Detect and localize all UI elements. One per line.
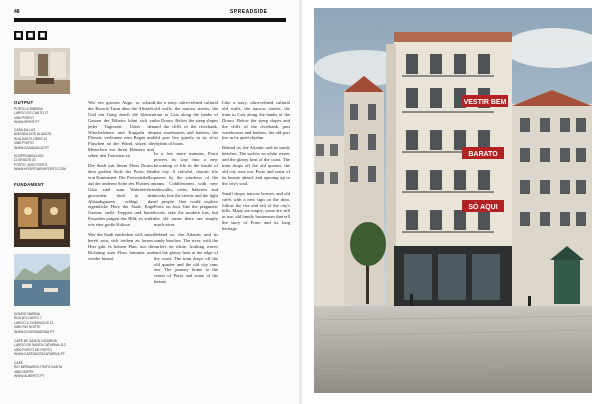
shop-sign-so-aqui: SÓ AQUI [468, 204, 498, 211]
sidebar-heading-fundament: FUNDAMENT [14, 182, 44, 187]
address-line: WWW.DOUROMARINA.PT [14, 329, 55, 334]
address-line: PORTO, 4050 PORTO [14, 162, 48, 167]
address-line: WWW.HOSPEDARIAPORTO.COM [14, 167, 66, 172]
address-line: CLÉRIGOS 23 [14, 158, 36, 163]
address-line: WWW.CASADALUZ.PT [14, 145, 49, 150]
page-number: 48 [14, 9, 20, 15]
cafe-interior-photo [14, 193, 70, 247]
shop-sign-barato: BARATO [468, 151, 498, 158]
address-line: DOURO MARINA [14, 312, 41, 316]
address-line: 4050 NORTE [14, 369, 34, 374]
harbor-photo [14, 254, 70, 306]
paragraph: Like a story, ultra-refined cultural old walls, the narrow streets, the tram to Cais along the banks of the Douro. Below the steep slopes and the cliffs of the riverbank, past warehouses and barbers, the old port lies in its quiet rhythm. [222, 100, 290, 141]
address-line: CAFÉ DE SANTA CATARINA [14, 339, 57, 343]
paragraph: Behind us, the Atlantic and its sandy beaches. The surfers on white waves and the glassy heat of the coast. The tram drops off the old quarter; the old city runs out. Porto and some of its beauty ahead, and opening up to the city's soul. [222, 145, 290, 186]
address-line: WWW.ALBERTO.PT [14, 374, 45, 379]
address-line: WWW.SPIRIT.PT [14, 120, 40, 125]
address-line: AVENIDA DOS ALIADOS [14, 132, 52, 137]
paragraph: Wer die Stadt entdecken will, muss bereit sein, sich treiben zu lassen. Hier gibt es keinen Plan, nur die Richtung zum Fluss hinunter und wieder hinauf. [88, 232, 154, 261]
shop-sign-vestir-bem: VESTIR BEM [463, 99, 507, 106]
body-column-2 [154, 100, 218, 390]
address-line: RIO BERNARDO PINTO SANTA [14, 365, 63, 370]
header-rule [14, 18, 286, 22]
paragraph: Wie ein grosses Auge, so schaut der Barock-Turm über die Altstadt. Und ein Gang durch die kleinen Gassen der Ribeira lohnt sich zu jeder Tageszeit. Unter den Wäscheleinen und Kuppeln der Fliesen, verbrannt vom Regen und Flaschen an der Wand, sitzen die Menschen vor ihren Häusern und sehen den Touristen zu. [88, 100, 154, 159]
address-line: HOSPEDARIA DOS [14, 154, 44, 158]
address-line: CAFÉ [14, 361, 23, 365]
sidebar-address-6 [14, 339, 66, 357]
sidebar-address-3 [14, 154, 66, 172]
address-line: 4050 PORTO [14, 141, 34, 146]
square-icon: ◼ [27, 32, 34, 39]
address-line: LARGO DE SANTA CATARINA 112 [14, 343, 66, 348]
hotel-interior-photo [14, 48, 70, 94]
address-line: PORTO & RIBEIRA [14, 107, 43, 111]
address-line: LARGO DO CANTO 17 [14, 111, 49, 116]
sidebar-address-5 [14, 312, 54, 334]
paragraph: Die Stadt mit ihrem Fluss Douro, dem großen Stolz der Porto, lebt von Kontrasten. Die Portweinkeller auf der anderen Seite des Flusses in Gaia sind zum Wahrzeichen geworden, doch in den Altstadtgassen schlägt das eigentliche Herz der Stadt. Enge Gassen, steile Treppen und bunte Fassaden prägen das Bild, es wirkt wie eine große Kulisse. [88, 163, 154, 228]
sidebar-address-7 [14, 361, 62, 379]
address-line: 4000-PORTO DE PORTO [14, 347, 53, 352]
sidebar-address-2 [14, 128, 51, 150]
body-column-1 [88, 100, 154, 390]
icon-row [14, 31, 47, 40]
sidebar-heading-output: OUTPUT [14, 100, 34, 105]
paragraph: Small shops, narrow houses, and old cafés with a new sign on the door, follow the rise and fall of the city's hills. Many are empty, some are still in use, old family businesses that tell the story of Porto and its long heritage. [222, 190, 290, 232]
sidebar-address-1 [14, 107, 48, 125]
paragraph: Like a story, ultra-refined cultural old walls, the narrow streets, the tram to Cais along the banks of the Douro. Below the steep slopes and the cliffs of the riverbank, past warehouses and barbers, the old port lies quietly in its slow rhythm of boats. [154, 100, 218, 147]
address-line: RUA DO CANTO 7 [14, 316, 42, 321]
address-line: CASA DA LUZ [14, 128, 36, 132]
address-line: RUA DAS FLORES 12 [14, 136, 48, 141]
address-line: 4050 PORTO [14, 115, 34, 120]
address-line: WWW.CAFESANTACATARINA.PT [14, 352, 65, 357]
square-icon: ◼ [39, 32, 46, 39]
running-head: SPREADSIDE [230, 9, 268, 15]
body-column-3 [222, 100, 290, 390]
paragraph: In a few more minutes, Porto powers its way into a new becoming of life in the bustle of the city. A colorful, chaotic life passes by the windows of the trams. Cobblestones with new sidewalks, cafes, bakeries and kiosks line the streets and the light of people. One could explore Porto on foot, like the pragmatic locals, take the modern bus, but the old trams there are simply much nicer. [154, 151, 218, 228]
porto-street-photo [314, 8, 592, 393]
paragraph: Behind us, the Atlantic and its sandy beaches. The river, with the surfers on white, frothing waves and the glassy heat at the edge of the coast. The tram drops off the old quarter and the old city runs out. The journey home to the center of Porto and some of the beauty. [154, 232, 218, 285]
address-line: LARGO S. DOMINGOS 13 [14, 320, 54, 325]
address-line: 4050 RIO NORTE [14, 325, 41, 330]
square-icon: ◼ [15, 32, 22, 39]
